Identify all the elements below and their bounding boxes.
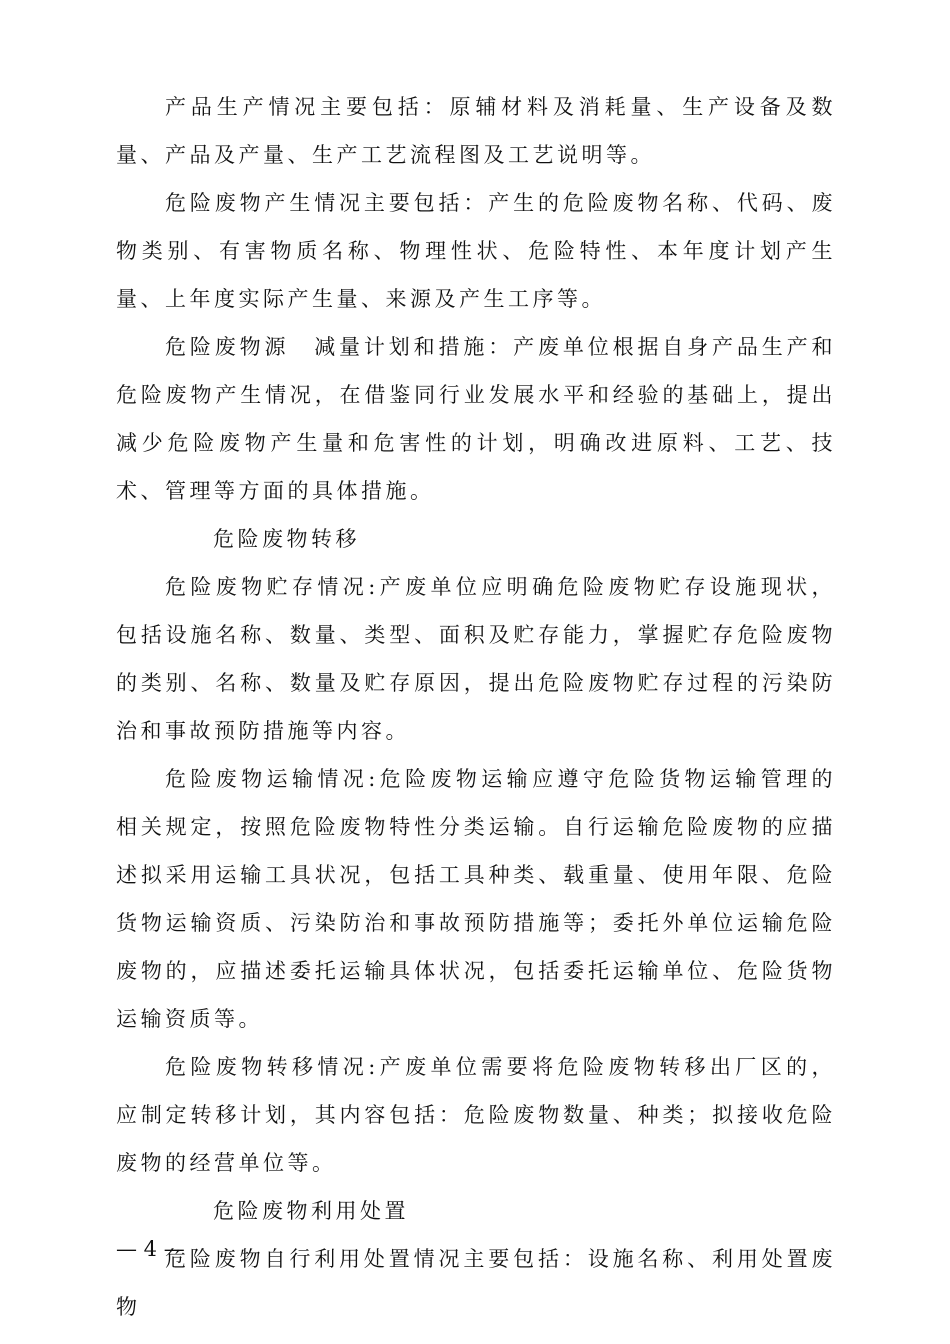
paragraph-waste-transport: 危险废物运输情况:危险废物运输应遵守危险货物运输管理的相关规定，按照危险废物特性分类运输。自行运输危险废物的应描述拟采用运输工具状况，包括工具种类、载重量、使用年限、危险货物运输资质、污染防治和事故预防措施等；委托外单位运输危险废物的，应描述委托运输具体状况，包括委托运输单位、危险货物运输资质等。: [116, 767, 836, 1031]
paragraph-waste-generation: 危险废物产生情况主要包括：产生的危险废物名称、代码、废物类别、有害物质名称、物理性状、危险特性、本年度计划产生量、上年度实际产生量、来源及产生工序等。: [116, 191, 836, 311]
paragraph-self-utilization: 危险废物自行利用处置情况主要包括：设施名称、利用处置废物: [116, 1247, 836, 1319]
paragraph-reduction-plan: 危险废物源 减量计划和措施：产废单位根据自身产品生产和危险废物产生情况，在借鉴同行业发展水平和经验的基础上，提出减少危险废物产生量和危害性的计划，明确改进原料、工艺、技术、管理等方面的具体措施。: [116, 335, 836, 503]
document-body: [116, 83, 836, 1331]
section-heading-waste-utilization: 危险废物利用处置: [213, 1199, 409, 1223]
paragraph-transfer-plan: 危险废物转移情况:产废单位需要将危险废物转移出厂区的，应制定转移计划，其内容包括：危险废物数量、种类；拟接收危险废物的经营单位等。: [116, 1055, 836, 1175]
page-number: — 4 —: [116, 1237, 185, 1261]
section-heading-waste-transfer: 危险废物转移: [213, 527, 360, 551]
paragraph-product-production: 产品生产情况主要包括：原辅材料及消耗量、生产设备及数量、产品及产量、生产工艺流程图及工艺说明等。: [116, 95, 836, 167]
paragraph-waste-storage: 危险废物贮存情况:产废单位应明确危险废物贮存设施现状，包括设施名称、数量、类型、面积及贮存能力，掌握贮存危险废物的类别、名称、数量及贮存原因，提出危险废物贮存过程的污染防治和事故预防措施等内容。: [116, 575, 836, 743]
